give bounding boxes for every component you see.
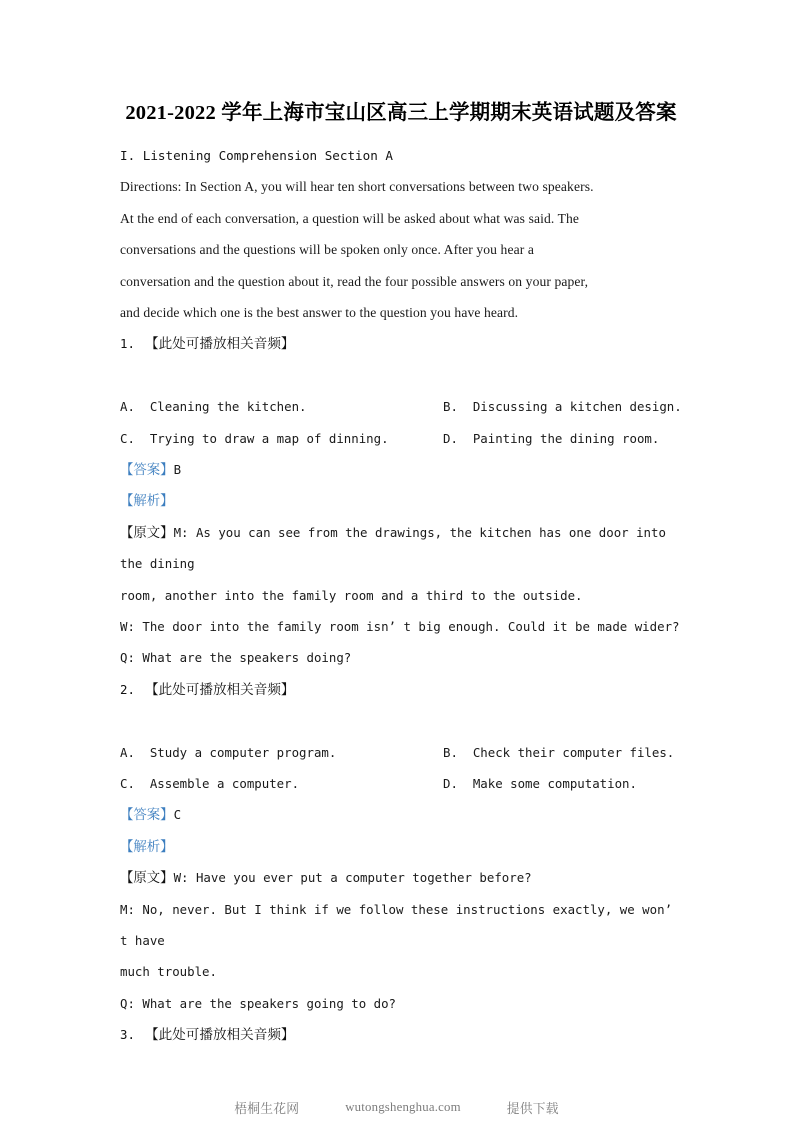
transcript-line: Q: What are the speakers going to do?: [120, 995, 397, 1011]
analysis-tag: 【解析】: [120, 838, 174, 854]
transcript-tag: 【原文】: [120, 870, 174, 886]
option-d[interactable]: D. Make some computation.: [443, 776, 637, 792]
directions-line: conversation and the question about it, read the four possible answers on your paper,: [120, 273, 589, 289]
transcript-line: M: No, never. But I think if we follow these instructions exactly, we won’ t have: [120, 901, 673, 949]
question-number-line: [120, 1019, 682, 1050]
option-a[interactable]: A. Study a computer program.: [120, 744, 337, 760]
directions-line: conversations and the questions will be spoken only once. After you hear a: [120, 242, 534, 258]
question-number: 1.: [120, 336, 135, 352]
transcript-line: W: The door into the family room isn’ t big enough. Could it be made wider?: [120, 619, 680, 635]
document-content: [120, 95, 682, 1051]
directions-block: [120, 171, 682, 328]
analysis-line: [120, 485, 682, 516]
audio-placeholder[interactable]: 【此处可播放相关音频】: [144, 681, 295, 697]
question-number-line: [120, 328, 682, 359]
option-row: [120, 423, 682, 454]
audio-player-gap: [120, 360, 682, 391]
transcript-text: M: As you can see from the drawings, the kitchen has one door into the dining: [120, 524, 666, 572]
option-b[interactable]: B. Discussing a kitchen design.: [443, 399, 682, 415]
directions-line: and decide which one is the best answer to the question you have heard.: [120, 305, 519, 321]
options-grid: [120, 737, 682, 800]
answer-tag: 【答案】: [120, 462, 174, 478]
audio-placeholder[interactable]: 【此处可播放相关音频】: [144, 1027, 295, 1043]
answer-tag: 【答案】: [120, 807, 174, 823]
question-block: [120, 1019, 682, 1050]
directions-line: At the end of each conversation, a question will be asked about what was said. The: [120, 210, 580, 226]
option-c[interactable]: C. Assemble a computer.: [120, 776, 300, 792]
transcript-text: W: Have you ever put a computer together before?: [173, 870, 532, 886]
answer-value: B: [173, 462, 182, 478]
directions-line: Directions: In Section A, you will hear ten short conversations between two speakers.: [120, 179, 594, 195]
question-number-line: [120, 674, 682, 705]
audio-player-gap: [120, 705, 682, 736]
footer-url: wutongshenghua.com: [345, 1100, 461, 1114]
answer-line: [120, 799, 682, 830]
question-number: 2.: [120, 681, 135, 697]
option-row: [120, 391, 682, 422]
transcript-tag: 【原文】: [120, 524, 174, 540]
option-row: [120, 737, 682, 768]
analysis-tag: 【解析】: [120, 493, 174, 509]
options-grid: [120, 391, 682, 454]
analysis-line: [120, 831, 682, 862]
page-footer: [0, 1098, 793, 1117]
section-heading: I. Listening Comprehension Section A: [120, 148, 393, 163]
transcript-line: Q: What are the speakers doing?: [120, 650, 352, 666]
option-a[interactable]: A. Cleaning the kitchen.: [120, 399, 307, 415]
option-c[interactable]: C. Trying to draw a map of dinning.: [120, 430, 389, 446]
transcript-line: much trouble.: [120, 964, 217, 980]
option-row: [120, 768, 682, 799]
question-block: [120, 674, 682, 1019]
footer-site-name: 梧桐生花网: [234, 1102, 300, 1116]
footer-note: 提供下载: [506, 1102, 559, 1116]
answer-value: C: [173, 807, 182, 823]
answer-line: [120, 454, 682, 485]
option-b[interactable]: B. Check their computer files.: [443, 744, 675, 760]
transcript-line: room, another into the family room and a third to the outside.: [120, 587, 583, 603]
transcript-first-line: [120, 862, 682, 893]
question-number: 3.: [120, 1027, 135, 1043]
question-block: [120, 328, 682, 673]
audio-placeholder[interactable]: 【此处可播放相关音频】: [144, 336, 295, 352]
option-d[interactable]: D. Painting the dining room.: [443, 430, 660, 446]
transcript-first-line: [120, 517, 682, 580]
page-title: 2021-2022 学年上海市宝山区高三上学期期末英语试题及答案: [125, 102, 677, 124]
